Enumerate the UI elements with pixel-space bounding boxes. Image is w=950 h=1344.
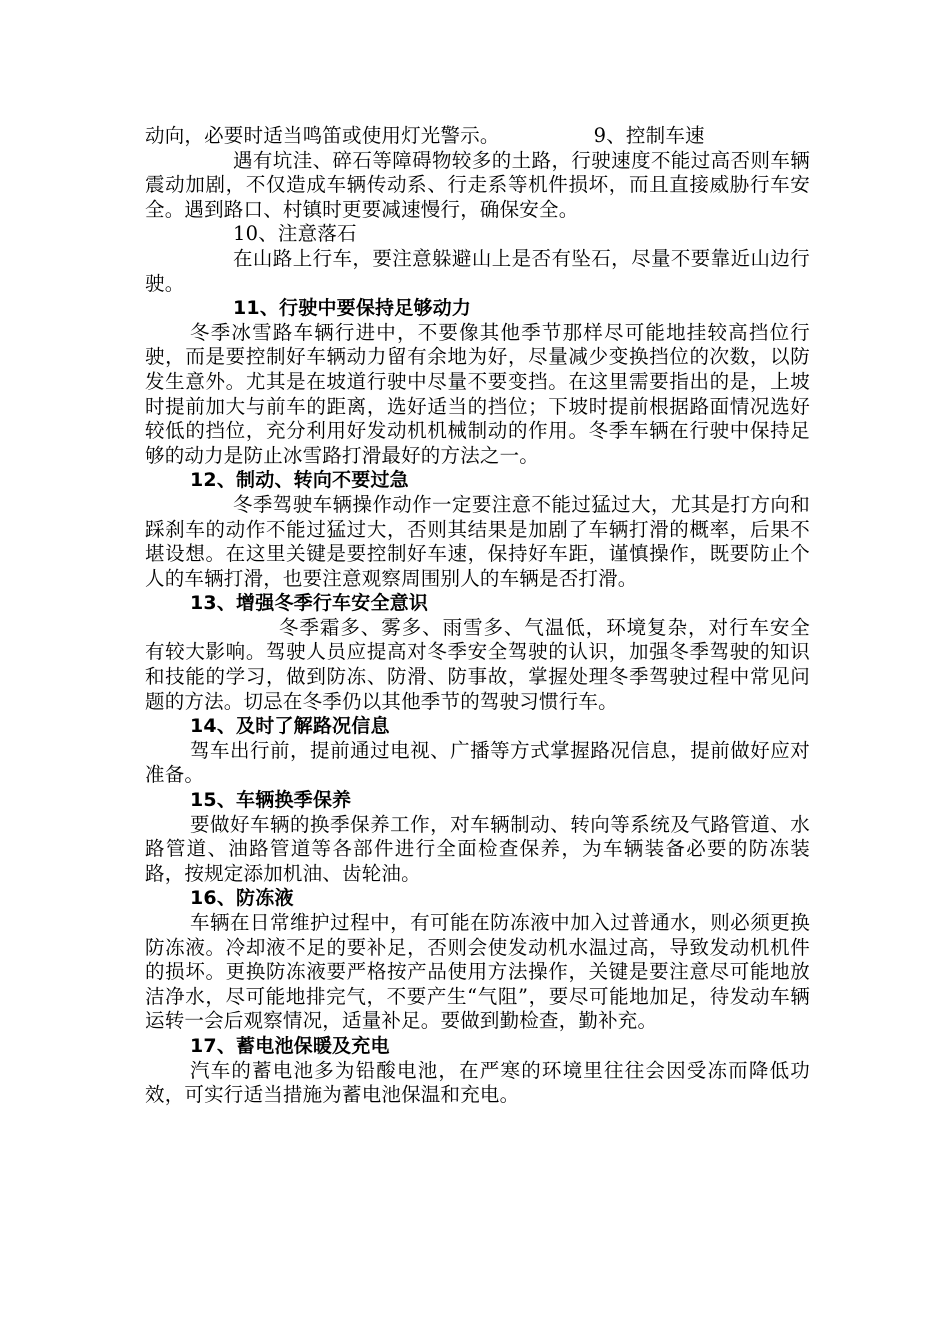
- paragraph-17: 汽车的蓄电池多为铅酸电池，在严寒的环境里往往会因受冻而降低功效，可实行适当措施为蓄电池保温和充电。: [145, 1058, 810, 1107]
- paragraph-text: 动向，必要时适当鸣笛或使用灯光警示。: [145, 124, 500, 147]
- section-13-heading: 13、增强冬季行车安全意识: [190, 592, 429, 615]
- section-9-heading: 9、控制车速: [593, 124, 705, 147]
- section-10-heading: 10、注意落石: [233, 222, 357, 246]
- paragraph-13: 冬季霜多、雾多、雨雪多、气温低，环境复杂，对行车安全有较大影响。驾驶人员应提高对冬季安全驾驶的认识，加强冬季驾驶的知识和技能的学习，做到防冻、防滑、防事故，掌握处理冬季驾驶过程中常见问题的方法。切忌在冬季仍以其他季节的驾驶习惯行车。: [145, 615, 810, 713]
- paragraph-9: 遇有坑洼、碎石等障碍物较多的土路，行驶速度不能过高否则车辆震动加剧，不仅造成车辆传动系、行走系等机件损坏，而且直接威胁行车安全。遇到路口、村镇时更要减速慢行，确保安全。: [145, 148, 810, 221]
- paragraph-11: 冬季冰雪路车辆行进中，不要像其他季节那样尽可能地挂较高挡位行驶，而是要控制好车辆动力留有余地为好，尽量减少变换挡位的次数，以防发生意外。尤其是在坡道行驶中尽量不要变挡。在这里需要指出的是，上坡时提前加大与前车的距离，选好适当的挡位；下坡时提前根据路面情况选好较低的挡位，充分利用好发动机机械制动的作用。冬季车辆在行驶中保持足够的动力是防止冰雪路打滑最好的方法之一。: [145, 320, 810, 467]
- paragraph-continued: [145, 124, 810, 149]
- document-body: [145, 124, 810, 1108]
- paragraph-16: 车辆在日常维护过程中，有可能在防冻液中加入过普通水，则必须更换防冻液。冷却液不足的要补足，否则会使发动机水温过高，导致发动机机件的损坏。更换防冻液要严格按产品使用方法操作，关键是要注意尽可能地放洁净水，尽可能地排完气，不要产生“气阻”，要尽可能地加足，待发动车辆运转一会后观察情况，适量补足。要做到勤检查，勤补充。: [145, 911, 810, 1033]
- section-16-heading: 16、防冻液: [190, 887, 294, 910]
- section-11-heading: 11、行驶中要保持足够动力: [233, 297, 472, 320]
- paragraph-14: 驾车出行前，提前通过电视、广播等方式掌握路况信息，提前做好应对准备。: [145, 738, 810, 787]
- section-14-heading: 14、及时了解路况信息: [190, 715, 390, 738]
- section-15-heading: 15、车辆换季保养: [190, 789, 352, 812]
- paragraph-10: 在山路上行车，要注意躲避山上是否有坠石，尽量不要靠近山边行驶。: [145, 246, 810, 295]
- section-12-heading: 12、制动、转向不要过急: [190, 469, 409, 492]
- paragraph-12: 冬季驾驶车辆操作动作一定要注意不能过猛过大，尤其是打方向和踩刹车的动作不能过猛过大，否则其结果是加剧了车辆打滑的概率，后果不堪设想。在这里关键是要控制好车速，保持好车距，谨慎操作，既要防止个人的车辆打滑，也要注意观察周围别人的车辆是否打滑。: [145, 492, 810, 590]
- section-17-heading: 17、蓄电池保暖及充电: [190, 1034, 390, 1057]
- paragraph-15: 要做好车辆的换季保养工作，对车辆制动、转向等系统及气路管道、水路管道、油路管道等各部件进行全面检查保养，为车辆装备必要的防冻装路，按规定添加机油、齿轮油。: [145, 812, 810, 885]
